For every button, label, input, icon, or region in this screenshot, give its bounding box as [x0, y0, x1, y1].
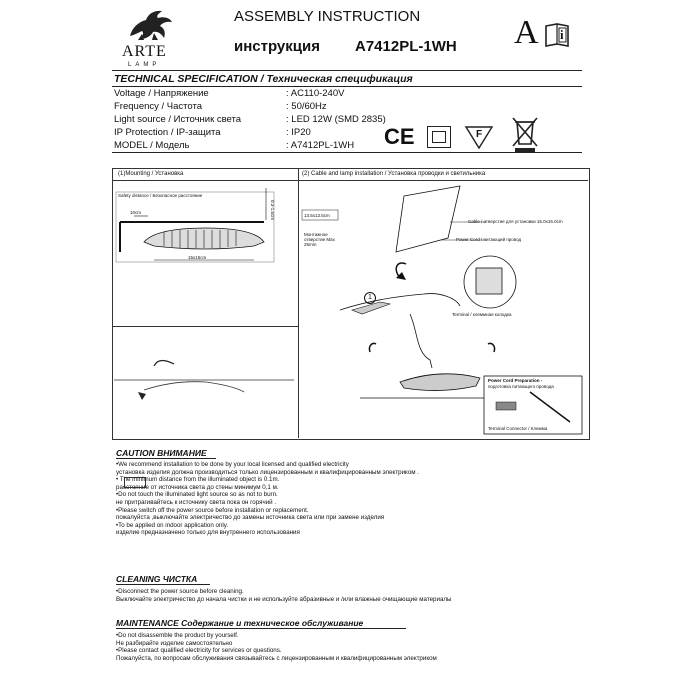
cable-label: Cable / отверстие для установки 15.0х15.0cm — [468, 219, 563, 224]
terminal-label: Terminal / клеммная колодка — [452, 312, 512, 317]
griffin-logo-icon — [118, 6, 180, 46]
dim-15cm: 15x15cm — [188, 255, 207, 260]
hole-size-label: 13.5x13.5cm — [304, 213, 330, 218]
divider — [112, 70, 582, 71]
caution-line: установка изделия должна производиться только лицензированным и квалифицированным электриком . — [116, 468, 419, 476]
spec-value: : 50/60Hz — [286, 101, 327, 112]
model-code: A7412PL-1WH — [355, 38, 457, 55]
steps-divider-vertical — [298, 168, 299, 438]
maintenance-list — [116, 632, 586, 662]
cleaning-line: Выключайте электричество до начала чистки и не используйте абразивные и /или влажные очищающие материалы — [116, 595, 452, 603]
dim-vertical: 0.3-1.5cm — [270, 200, 275, 221]
step-number-badge: 1 — [364, 292, 376, 304]
title-english: ASSEMBLY INSTRUCTION — [234, 8, 421, 25]
caution-line: •Please switch off the power source before installation or replacement. — [116, 506, 309, 514]
caution-line: не притрагивайтесь к источнику света пока он горячий . — [116, 498, 277, 506]
spec-heading: TECHNICAL SPECIFICATION / Техническая спецификация — [114, 73, 413, 85]
maintenance-title: MAINTENANCE Содержание и техническое обслуживание — [116, 618, 364, 628]
step2-cable-diagram — [300, 182, 586, 436]
maintenance-line: •Do not disassemble the product by yourself. — [116, 632, 239, 639]
caution-line: • The minimum distance from the illuminated object is 0.1m. — [116, 476, 280, 484]
title-russian: инструкция — [234, 38, 320, 55]
spec-label: Frequency / Частота — [114, 101, 203, 112]
spec-value: : AC110-240V — [286, 88, 345, 99]
underline — [116, 628, 406, 629]
spec-value: : LED 12W (SMD 2835) — [286, 114, 386, 125]
caution-line: изделие предназначено только для внутреннего использования — [116, 529, 300, 537]
f-mark-icon — [464, 124, 494, 150]
dim-10cm: 10cm — [130, 210, 142, 215]
class-ii-icon — [427, 126, 451, 148]
spec-value: : A7412PL-1WH — [286, 140, 355, 151]
caution-line: расстояние от источника света до стены минимум 0,1 м. — [116, 483, 279, 491]
caution-line: пожалуйста ,выключайте электричество до замены источника света или при замене изделия — [116, 514, 385, 522]
info-glyph: i — [560, 27, 564, 42]
ce-mark-icon: CE — [384, 124, 415, 149]
logo-wordmark: ARTE — [122, 43, 167, 60]
prep-subtitle: подготовка питающего провода — [488, 384, 554, 389]
caution-line: •Do not touch the illuminated light source so as not to burn. — [116, 491, 278, 499]
energy-class-letter: A — [514, 14, 539, 51]
cleaning-line: •Disconnect the power source before cleaning. — [116, 588, 244, 595]
cleaning-title: CLEANING ЧИСТКА — [116, 574, 198, 584]
caution-line: •We recommend installation to be done by your local licensed and qualified electricity — [116, 461, 349, 468]
prep-title: Power Cord Preparation - — [488, 378, 543, 383]
hole-note-label: Монтажное отверстие Max 25mm — [304, 232, 335, 247]
spec-label: Light source / Источник света — [114, 114, 242, 125]
step1-mounting-diagram — [114, 182, 294, 322]
safety-distance-label: Safety distance / Безопасное расстояние — [118, 193, 203, 198]
caution-list — [116, 461, 586, 537]
brand-logo — [118, 6, 180, 68]
spec-label: IP Protection / IP-защита — [114, 127, 221, 138]
maintenance-line: •Please contact qualified electricity for services or questions. — [116, 647, 282, 655]
steps-title-rule — [112, 180, 588, 181]
cleaning-list — [116, 588, 586, 603]
prep-wire-label: Terminal Connector / Клемма — [488, 426, 548, 431]
power-cord-label: Power Cord / питающий провод — [456, 237, 522, 242]
maintenance-line: Не разбирайте изделие самостоятельно — [116, 639, 233, 647]
spec-label: MODEL / Модель — [114, 140, 190, 151]
logo-subtitle: LAMP — [128, 62, 161, 68]
step1-title: (1)Mounting / Установка — [118, 171, 184, 177]
steps-divider-horizontal — [112, 326, 298, 327]
spec-value: : IP20 — [286, 127, 311, 138]
spec-label: Voltage / Напряжение — [114, 88, 209, 99]
step2-title: (2) Cable and lamp installation / Установка проводки и светильника — [302, 171, 486, 177]
underline — [116, 458, 216, 459]
read-manual-icon — [544, 22, 570, 48]
caution-line: •To be applied on indoor application only. — [116, 521, 229, 529]
f-mark-letter: F — [476, 129, 483, 140]
maintenance-line: Пожалуйста, по вопросам обслуживания связывайтесь с лицензированным и квалифицированным электриком — [116, 654, 437, 662]
divider — [112, 86, 582, 87]
weee-bin-icon — [510, 114, 540, 154]
distance-symbol-icon — [124, 477, 146, 488]
caution-title: CAUTION ВНИМАНИЕ — [116, 448, 207, 458]
step1-insert-diagram — [114, 330, 294, 434]
underline — [116, 584, 210, 585]
